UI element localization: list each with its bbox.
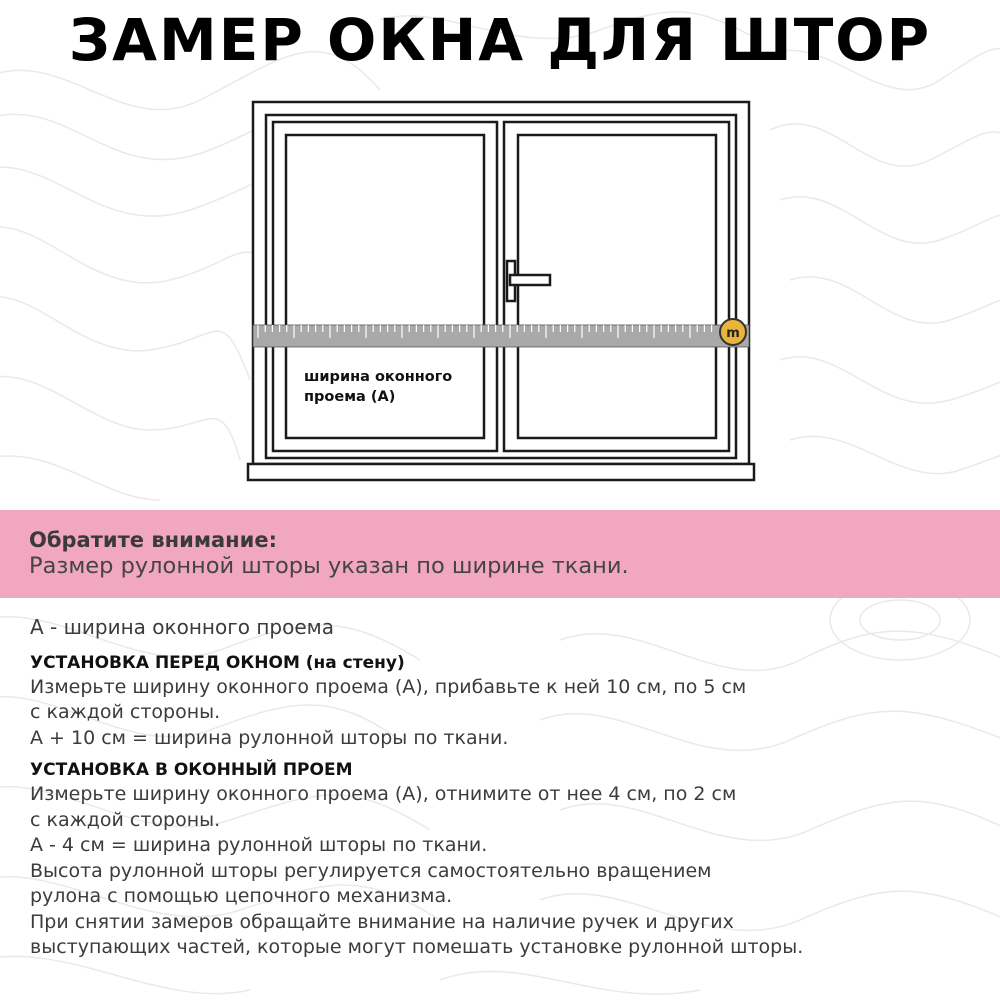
figure-caption-line2: проема (А)	[304, 389, 396, 405]
tape-logo-text: m	[726, 326, 740, 341]
section2-heading: УСТАНОВКА В ОКОННЫЙ ПРОЕМ	[30, 760, 353, 780]
right-glass	[518, 135, 716, 438]
figure-caption-line1: ширина оконного	[304, 369, 453, 385]
section1-line: Измерьте ширину оконного проема (А), прибавьте к ней 10 см, по 5 см	[30, 675, 747, 698]
section2-line: рулона с помощью цепочного механизма.	[30, 885, 453, 907]
window-illustration	[240, 98, 760, 488]
section2-line: Измерьте ширину оконного проема (А), отнимите от нее 4 см, по 2 см	[30, 783, 737, 805]
definition-text: А - ширина оконного проема	[30, 615, 334, 639]
window-sill	[248, 464, 754, 480]
figure-caption	[304, 367, 452, 407]
notice-band	[0, 510, 1000, 598]
notice-heading: Обратите внимание:	[29, 528, 278, 552]
section2-line: При снятии замеров обращайте внимание на наличие ручек и других	[30, 910, 734, 933]
notice-text: Размер рулонной шторы указан по ширине ткани.	[29, 553, 629, 579]
section2-line: выступающих частей, которые могут помешать установке рулонной шторы.	[30, 936, 804, 958]
section2-line: с каждой стороны.	[30, 808, 221, 831]
page-title: ЗАМЕР ОКНА ДЛЯ ШТОР	[68, 6, 932, 74]
window-handle	[510, 275, 550, 285]
instructions	[30, 615, 990, 961]
section1-line: с каждой стороны.	[30, 701, 221, 723]
section2-line: Высота рулонной шторы регулируется самостоятельно вращением	[30, 859, 712, 882]
section2-line: А - 4 см = ширина рулонной шторы по ткани.	[30, 834, 488, 856]
section1-heading: УСТАНОВКА ПЕРЕД ОКНОМ (на стену)	[30, 652, 405, 673]
section1-line: А + 10 см = ширина рулонной шторы по ткани.	[30, 726, 509, 749]
